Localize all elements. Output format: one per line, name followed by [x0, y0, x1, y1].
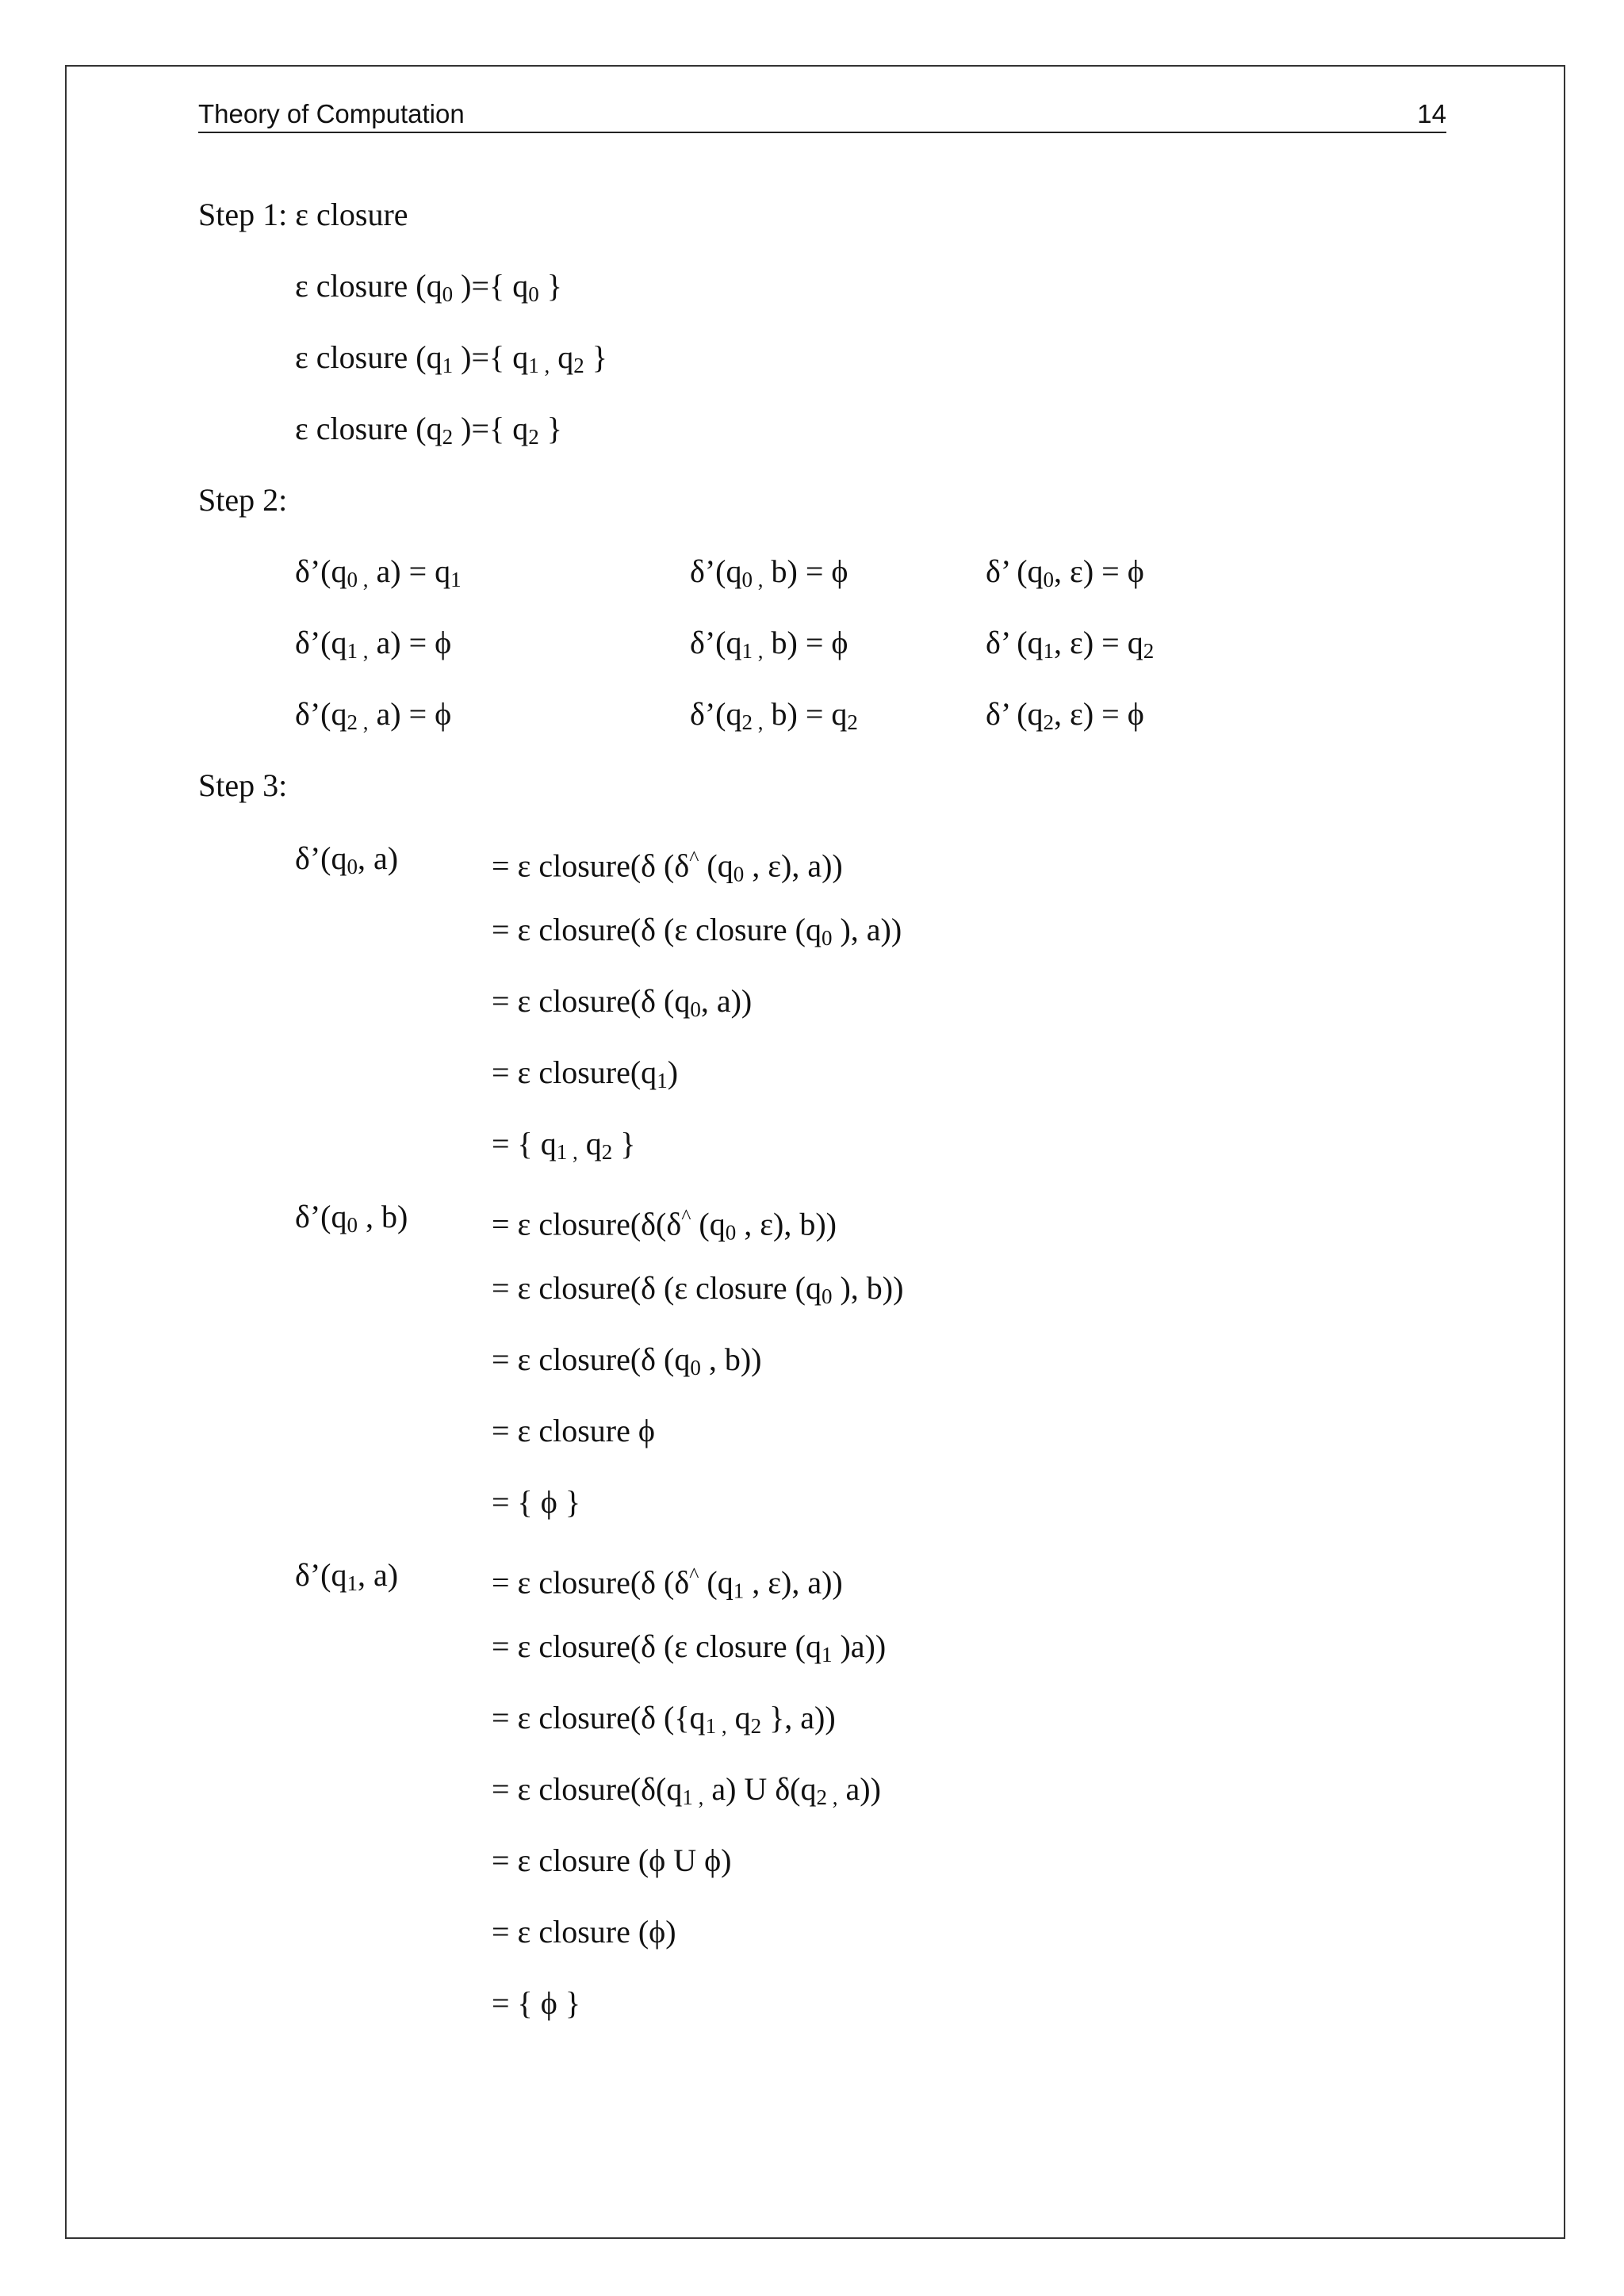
derivation-line: = ε closure(δ(δ^ ($q_0$ , ε), b))	[492, 1205, 837, 1245]
step-1-heading: Step 1: ε closure	[198, 197, 408, 232]
page-number: 14	[1417, 99, 1446, 128]
derivation-line: = { $q_{1 ,}$ $q_2$ }	[492, 1126, 636, 1164]
derivation-lhs-q0-a: $\delta’(q_0$, a)	[295, 840, 399, 878]
derivation-lhs-q1-a: $\delta’(q_1$, a)	[295, 1557, 399, 1595]
step-1-closure-q2: ε closure ($q_2$ )={ $q_2$ }	[295, 411, 562, 449]
derivation-line: = ε closure(δ ({$q_{1 ,}$ $q_2$ }, a))	[492, 1700, 836, 1738]
derivation-line: = ε $closure(\delta(q_{1 ,}$ a) U $\delta(q_{2 ,}$ a))	[492, 1771, 881, 1809]
derivation-line: = ε closure(δ ($q_0$, a))	[492, 983, 753, 1021]
derivation-line: = { ϕ }	[492, 1985, 581, 2021]
derivation-line: = ε closure(δ (ε closure ($q_0$ ), a))	[492, 912, 902, 950]
delta-q0-epsilon: δ’ ($q_0$, ε) = ϕ	[986, 553, 1144, 591]
running-title: Theory of Computation	[198, 99, 465, 128]
step-3-heading: Step 3:	[198, 767, 288, 803]
delta-q2-epsilon: δ’ ($q_2$, ε) = ϕ	[986, 696, 1144, 734]
derivation-lhs-q0-b: $\delta’(q_0$ , b)	[295, 1199, 408, 1237]
derivation-line: = ε $closure(q_1)$	[492, 1054, 679, 1093]
derivation-line: = ε closure (ϕ U ϕ)	[492, 1843, 732, 1878]
delta-q2-b: $\delta’(q_{2 ,}$ $b) = q_2$	[690, 696, 858, 734]
derivation-line: = ε closure ϕ	[492, 1413, 655, 1448]
delta-q2-a: $\delta’(q_{2 ,}$ a) = ϕ	[295, 696, 452, 734]
page-border	[65, 65, 1565, 2239]
derivation-line: = ε closure(δ (δ^ ($q_0$ , ε), a))	[492, 847, 843, 886]
step-1-closure-q1: ε closure ($q_1$ )={ $q_{1 ,}$ $q_2$ }	[295, 339, 607, 377]
delta-q0-b: $\delta’(q_{0 ,}$ b) = ϕ	[690, 553, 848, 591]
delta-q1-epsilon: δ’ ($q_1$, $\varepsilon) = q_2$	[986, 625, 1155, 663]
derivation-line: = ε closure(δ ($q_0$ , b))	[492, 1341, 762, 1380]
derivation-line: = { ϕ }	[492, 1484, 581, 1520]
derivation-line: = ε closure(δ (ε closure ($q_1$ )a))	[492, 1628, 887, 1667]
derivation-line: = ε closure (ϕ)	[492, 1914, 676, 1950]
derivation-line: = ε closure(δ (ε closure ($q_0$ ), b))	[492, 1270, 904, 1308]
page-header	[198, 98, 1446, 133]
delta-q0-a: $\delta’(q_{0 ,}$ $a) = q_1$	[295, 553, 462, 591]
delta-q1-b: $\delta’(q_{1 ,}$ b) = ϕ	[690, 625, 848, 663]
delta-q1-a: $\delta’(q_{1 ,}$ a) = ϕ	[295, 625, 452, 663]
step-2-heading: Step 2:	[198, 482, 288, 518]
derivation-line: = ε closure(δ (δ^ ($q_1$ , ε), a))	[492, 1563, 843, 1603]
step-1-closure-q0: ε closure ($q_0$ )={ $q_0$ }	[295, 268, 562, 306]
